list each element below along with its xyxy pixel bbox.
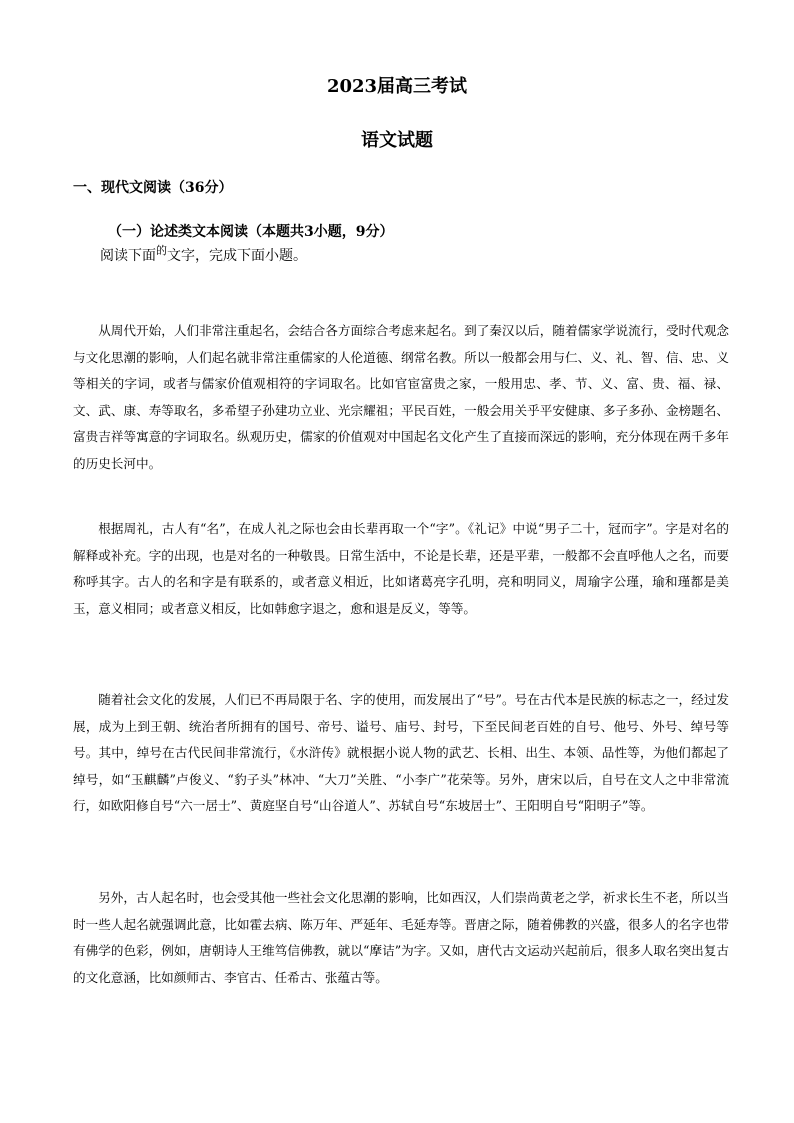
- instruction-part-a: 阅读下面: [100, 248, 156, 264]
- passage-paragraph-4: 另外，古人起名时，也会受其他一些社会文化思潮的影响，比如西汉，人们崇尚黄老之学，祈求长生不老，所以当时一些人起名就强调此意，比如霍去病、陈万年、严延年、毛延寿等。晋唐之际，随着佛教的兴盛，很多人的名字也带有佛学的色彩，例如，唐朝诗人王维笃信佛教，就以“摩诘”为字。又如，唐代古文运动兴起前后，很多人取名突出复古的文化意涵，比如颜师古、李官古、任希古、张蕴古等。: [73, 890, 729, 985]
- passage-paragraph-2: 根据周礼，古人有“名”，在成人礼之际也会由长辈再取一个“字”。《礼记》中说“男子二十，冠而字”。字是对名的解释或补充。字的出现，也是对名的一种敬畏。日常生活中，不论是长辈，还是平辈，一般都不会直呼他人之名，而要称呼其字。古人的名和字是有联系的，或者意义相近，比如诸葛亮字孔明，亮和明同义，周瑜字公瑾，瑜和瑾都是美玉，意义相同；或者意义相反，比如韩愈字退之，愈和退是反义，等等。: [73, 521, 729, 616]
- exam-title: 2023届高三考试: [326, 76, 468, 97]
- reading-instruction: [100, 245, 307, 265]
- subject-title: 语文试题: [361, 130, 433, 151]
- passage-paragraph-3: 随着社会文化的发展，人们已不再局限于名、字的使用，而发展出了“号”。号在古代本是民族的标志之一，经过发展，成为上到王朝、统治者所拥有的国号、帝号、谥号、庙号、封号，下至民间老百姓的自号、他号、外号、绰号等号。其中，绰号在古代民间非常流行，《水浒传》就根据小说人物的武艺、长相、出生、本领、品性等，为他们都起了绰号，如“玉麒麟”卢俊义、“豹子头”林冲、“大刀”关胜、“小李广”花荣等。另外，唐宋以后，自号在文人之中非常流行，如欧阳修自号“六一居士”、黄庭坚自号“山谷道人”、苏轼自号“东坡居士”、王阳明自号“阳明子”等。: [73, 692, 729, 813]
- passage-paragraph-1: 从周代开始，人们非常注重起名，会结合各方面综合考虑来起名。到了秦汉以后，随着儒家学说流行，受时代观念与文化思潮的影响，人们起名就非常注重儒家的人伦道德、纲常名教。所以一般都会用与仁、义、礼、智、信、忠、义等相关的字词，或者与儒家价值观相符的字词取名。比如官宦富贵之家，一般用忠、孝、节、义、富、贵、福、禄、文、武、康、寿等取名，多希望子孙建功立业、光宗耀祖；平民百姓，一般会用关乎平安健康、多子多孙、金榜题名、富贵吉祥等寓意的字词取名。纵观历史，儒家的价值观对中国起名文化产生了直接而深远的影响，充分体现在两千多年的历史长河中。: [73, 323, 729, 471]
- instruction-part-b: 文字，完成下面小题。: [167, 248, 307, 264]
- subsection-heading: （一）论述类文本阅读（本题共3小题，9分）: [108, 224, 394, 240]
- instruction-superscript: 的: [156, 244, 167, 257]
- section-heading: 一、现代文阅读（36分）: [73, 180, 233, 196]
